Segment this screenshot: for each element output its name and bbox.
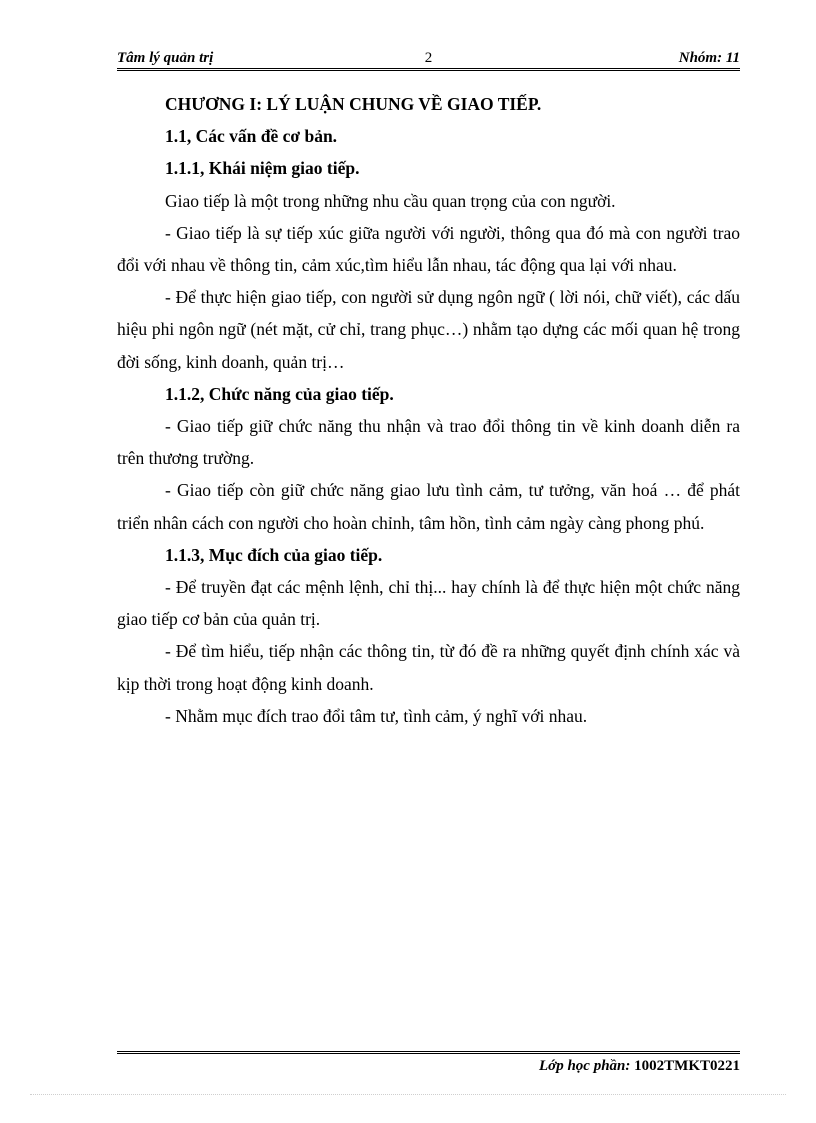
section-heading-1-1-3: 1.1.3, Mục đích của giao tiếp.	[165, 544, 383, 565]
paragraph: - Để tìm hiểu, tiếp nhận các thông tin, từ đó đề ra những quyết định chính xác và kịp thời trong hoạt động kinh doanh.	[117, 641, 740, 694]
paragraph: - Giao tiếp là sự tiếp xúc giữa người với người, thông qua đó mà con người trao đổi với nhau về thông tin, cảm xúc,tìm hiểu lẫn nhau, tác động qua lại với nhau.	[117, 222, 740, 276]
header-divider	[117, 68, 740, 71]
footer-label: Lớp học phần:	[539, 1058, 631, 1074]
section-heading-1-1-2: 1.1.2, Chức năng của giao tiếp.	[165, 383, 394, 404]
chapter-title: CHƯƠNG I: LÝ LUẬN CHUNG VỀ GIAO TIẾP.	[165, 94, 542, 114]
page-header	[117, 50, 740, 70]
paragraph: - Để truyền đạt các mệnh lệnh, chỉ thị... hay chính là để thực hiện một chức năng giao tiếp cơ bản của quản trị.	[117, 577, 740, 630]
section-heading-1-1: 1.1, Các vấn đề cơ bản.	[165, 126, 338, 147]
page-edge-divider	[30, 1094, 786, 1095]
paragraph: Giao tiếp là một trong những nhu cầu quan trọng của con người.	[165, 190, 616, 211]
page-footer	[539, 1058, 740, 1075]
footer-divider	[117, 1051, 740, 1054]
header-group: Nhóm: 11	[678, 50, 740, 66]
header-subject: Tâm lý quản trị	[117, 50, 214, 66]
header-page-number: 2	[424, 50, 433, 66]
document-body	[117, 88, 740, 732]
paragraph: - Giao tiếp còn giữ chức năng giao lưu tình cảm, tư tưởng, văn hoá … để phát triển nhân cách con người cho hoàn chỉnh, tâm hồn, tình cảm ngày càng phong phú.	[117, 480, 740, 533]
section-heading-1-1-1: 1.1.1, Khái niệm giao tiếp.	[165, 158, 360, 179]
paragraph: - Nhằm mục đích trao đổi tâm tư, tình cảm, ý nghĩ với nhau.	[165, 705, 588, 726]
footer-class-code: 1002TMKT0221	[634, 1058, 740, 1074]
paragraph: - Giao tiếp giữ chức năng thu nhận và trao đổi thông tin về kinh doanh diễn ra trên thương trường.	[117, 416, 740, 469]
paragraph: - Để thực hiện giao tiếp, con người sử dụng ngôn ngữ ( lời nói, chữ viết), các dấu hiệu phi ngôn ngữ (nét mặt, cử chỉ, trang phục…) nhằm tạo dựng các mối quan hệ trong đời sống, kinh doanh, quản trị…	[117, 287, 740, 372]
